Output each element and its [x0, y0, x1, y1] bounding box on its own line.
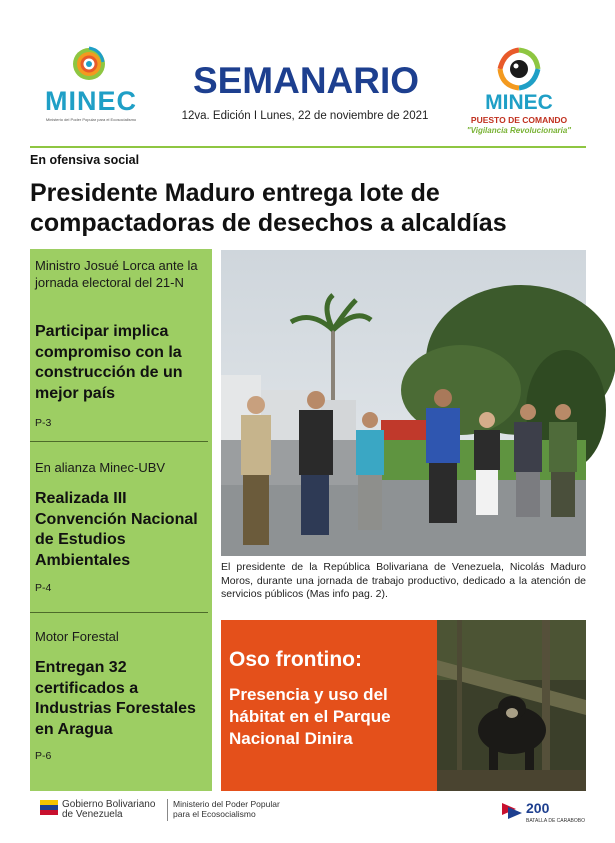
minec-wordmark: MINEC — [45, 86, 137, 116]
eye-logo-icon — [496, 46, 542, 92]
ministry-line-1: Ministerio del Poder Popular — [173, 799, 280, 809]
masthead-title: SEMANARIO — [192, 60, 420, 101]
spiral-logo-icon — [71, 46, 107, 82]
lead-photo — [221, 250, 586, 556]
sidebar-kicker: Motor Forestal — [35, 629, 119, 644]
sidebar — [30, 249, 212, 791]
bear-photo — [437, 620, 586, 791]
sidebar-divider — [30, 612, 208, 613]
edition-line: 12va. Edición I Lunes, 22 de noviembre de 2021 — [181, 110, 429, 122]
sidebar-page-ref: P-6 — [35, 750, 52, 762]
minec-subtext: Ministerio del Poder Popular para el Ecosocialismo — [45, 117, 137, 122]
photo-caption: El presidente de la República Bolivariana de Venezuela, Nicolás Maduro Moros, durante una jornada de trabajo productivo, dedicado a la atención de servicios públicos (Mas info pag. 2). — [221, 561, 586, 600]
lead-photo-illustration — [221, 250, 586, 556]
command-post-label: PUESTO DE COMANDO — [470, 115, 568, 125]
ministry-line-2: para el Ecosocialismo — [173, 809, 256, 819]
sidebar-story-title[interactable]: Realizada III Convención Nacional de Estudios Ambientales — [35, 490, 198, 569]
bicentennial-number: 200 — [526, 800, 550, 816]
bear-photo-illustration — [437, 620, 586, 791]
sidebar-story-title[interactable]: Entregan 32 certificados a Industrias Forestales en Aragua — [35, 659, 196, 738]
footer-divider — [167, 799, 168, 821]
feature-title: Oso frontino: — [229, 648, 362, 671]
minec-wordmark-right: MINEC — [485, 91, 553, 114]
minec-logo-left — [38, 44, 144, 126]
sidebar-kicker: Ministro Josué Lorca ante la jornada electoral del 21-N — [35, 258, 198, 290]
lead-headline: Presidente Maduro entrega lote de compactadoras de desechos a alcaldías — [30, 179, 507, 237]
feature-box[interactable] — [221, 620, 437, 791]
lead-kicker: En ofensiva social — [30, 153, 140, 167]
feature-subtitle: Presencia y uso del hábitat en el Parque Nacional Dinira — [229, 685, 391, 748]
gov-line-2: de Venezuela — [62, 809, 123, 820]
venezuela-flag-icon — [40, 798, 58, 816]
bicentennial-label: BATALLA DE CARABOBO — [526, 818, 586, 824]
gov-line-1: Gobierno Bolivariano — [62, 799, 156, 810]
minec-logo-right — [460, 44, 578, 144]
header-divider — [30, 146, 586, 148]
sidebar-page-ref: P-3 — [35, 417, 52, 429]
sidebar-page-ref: P-4 — [35, 582, 52, 594]
sidebar-story-title[interactable]: Participar implica compromiso con la construcción de un mejor país — [35, 323, 183, 402]
sidebar-kicker: En alianza Minec-UBV — [35, 460, 166, 475]
sidebar-divider — [30, 441, 208, 442]
bicentennial-logo — [500, 797, 586, 825]
vigilance-slogan: "Vigilancia Revolucionaria" — [466, 126, 572, 135]
